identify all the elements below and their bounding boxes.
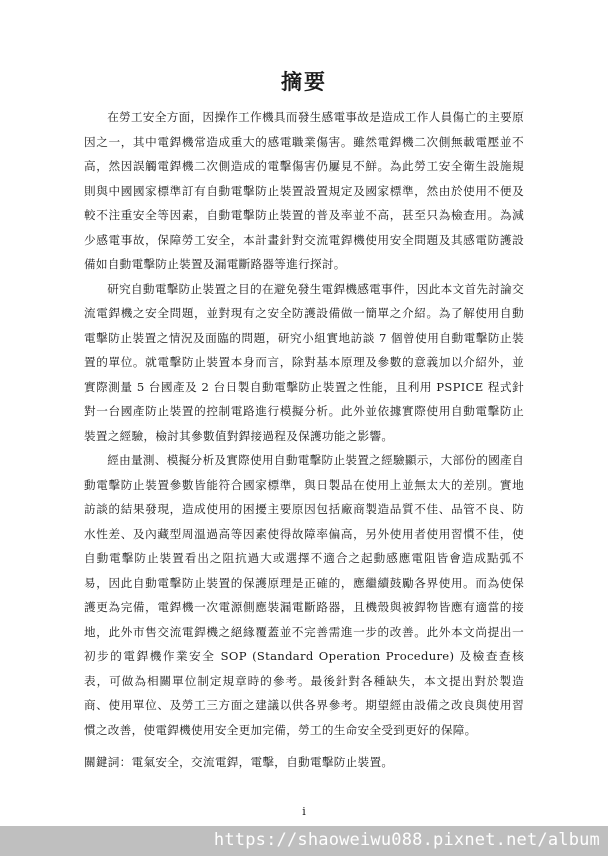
page-title: 摘要 [281, 69, 327, 94]
page-number: i [302, 805, 306, 818]
paragraph-3: 經由量測、模擬分析及實際使用自動電擊防止裝置之經驗顯示，大部份的國產自動電擊防止裝置參數皆能符合國家標準，與日製品在使用上並無太大的差別。實地訪談的結果發現，造成使用的困擾主要原因包括廠商製造品質不佳、品管不良、防水性差、及內藏型周溫過高等因素使得故障率偏高，另外使用者使用習慣不佳，使自動電擊防止裝置看出之阻抗過大或選擇不適合之起動感應電阻皆會造成點弧不易，因此自動電擊防止裝置的保護原理是正確的，應繼續鼓勵各界使用。而為使保護更為完備，電銲機一次電源側應裝漏電斷路器，且機殼與被銲物皆應有適當的接地，此外市售交流電銲機之絕緣覆蓋並不完善需進一步的改善。此外本文尚提出一初步的電銲機作業安全 SOP (Standard Operation Procedure) 及檢查查核表，可做為相關單位制定規章時的參考。最後針對各種缺失，本文提出對於製造商、使用單位、及勞工三方面之建議以供各界參考。期望經由設備之改良與使用習慣之改善，使電銲機使用安全更加完備，勞工的生命安全受到更好的保障。 [84, 453, 524, 737]
keywords-line: 關鍵詞：電氣安全，交流電銲，電擊，自動電擊防止裝置。 [84, 755, 394, 769]
watermark-bar [0, 826, 608, 856]
paragraph-2: 研究自動電擊防止裝置之目的在避免發生電銲機感電事件，因此本文首先討論交流電銲機之安全問題，並對現有之安全防護設備做一簡單之介紹。為了解使用自動電擊防止裝置之情況及面臨的問題，研究小組實地訪談 7 個曾使用自動電擊防止裝置的單位。就電擊防止裝置本身而言，除對基本原理及參數的意義加以介紹外，並實際測量 5 台國產及 2 台日製自動電擊防止裝置之性能，且利用 PSPICE 程式針對一台國產防止裝置的控制電路進行模擬分析。此外並依據實際使用自動電擊防止裝置之經驗，檢討其參數值對銲接過程及保護功能之影響。 [84, 281, 524, 443]
paragraph-1: 在勞工安全方面，因操作工作機具而發生感電事故是造成工作人員傷亡的主要原因之一，其中電銲機常造成重大的感電職業傷害。雖然電銲機二次側無載電壓並不高，然因誤觸電銲機二次側造成的電擊傷害仍屢見不鮮。為此勞工安全衛生設施規則與中國國家標準訂有自動電擊防止裝置設置規定及國家標準，然由於使用不便及較不注重安全等因素，自動電擊防止裝置的普及率並不高，甚至只為檢查用。為減少感電事故，保障勞工安全，本計畫針對交流電銲機使用安全問題及其感電防護設備如自動電擊防止裝置及漏電斷路器等進行探討。 [84, 110, 524, 271]
watermark-url: https://shaoweiwu088.pixnet.net/album [213, 830, 600, 850]
abstract-body [84, 105, 524, 742]
